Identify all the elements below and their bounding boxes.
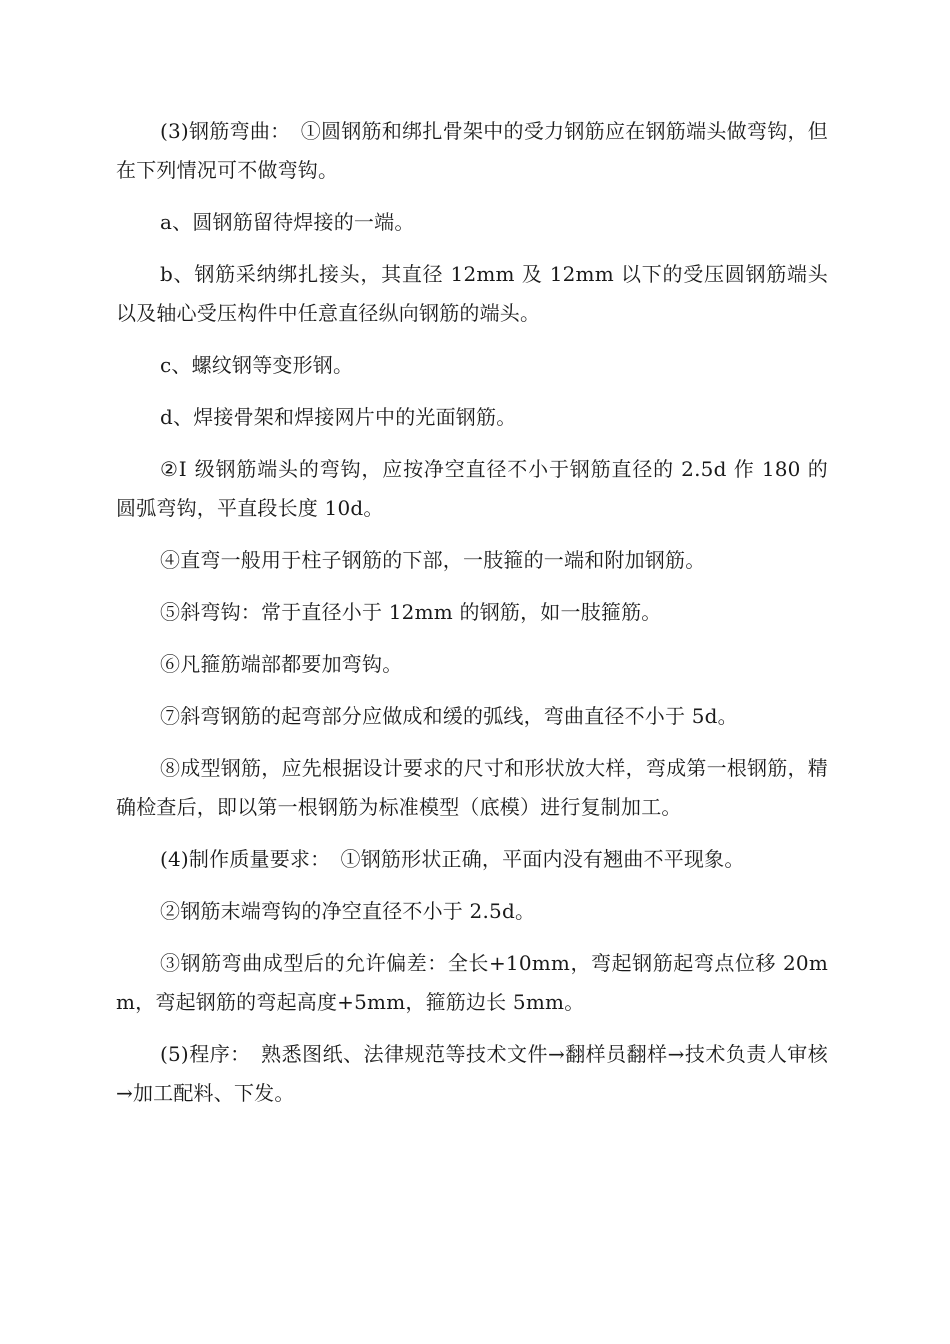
- paragraph-point-5: ⑤斜弯钩：常于直径小于 12mm 的钢筋，如一肢箍筋。: [160, 600, 662, 624]
- paragraph-point-8: ⑧成型钢筋，应先根据设计要求的尺寸和形状放大样，弯成第一根钢筋，精确检查后，即以第一根钢筋为标准模型（底模）进行复制加工。: [116, 756, 828, 819]
- paragraph-point-4: ④直弯一般用于柱子钢筋的下部，一肢箍的一端和附加钢筋。: [160, 548, 706, 572]
- paragraph-point-6: ⑥凡箍筋端部都要加弯钩。: [160, 652, 403, 676]
- paragraph-quality-point-3: ③钢筋弯曲成型后的允许偏差：全长+10mm，弯起钢筋起弯点位移 20mm，弯起钢筋的弯起高度+5mm，箍筋边长 5mm。: [116, 951, 828, 1014]
- paragraph-item-d: d、焊接骨架和焊接网片中的光面钢筋。: [160, 405, 517, 429]
- paragraph-quality-point-2: ②钢筋末端弯钩的净空直径不小于 2.5d。: [160, 899, 536, 923]
- paragraph-rebar-bending: (3)钢筋弯曲： ①圆钢筋和绑扎骨架中的受力钢筋应在钢筋端头做弯钩，但在下列情况可不做弯钩。: [116, 119, 828, 182]
- document-body: [116, 112, 828, 1126]
- paragraph-point-7: ⑦斜弯钢筋的起弯部分应做成和缓的弧线，弯曲直径不小于 5d。: [160, 704, 738, 728]
- paragraph-item-c: c、螺纹钢等变形钢。: [160, 353, 354, 377]
- paragraph-procedure: (5)程序： 熟悉图纸、法律规范等技术文件→翻样员翻样→技术负责人审核→加工配料、下发。: [116, 1042, 828, 1105]
- paragraph-quality-requirements: (4)制作质量要求： ①钢筋形状正确，平面内没有翘曲不平现象。: [160, 847, 745, 871]
- paragraph-item-b: b、钢筋采纳绑扎接头，其直径 12mm 及 12mm 以下的受压圆钢筋端头以及轴心受压构件中任意直径纵向钢筋的端头。: [116, 262, 828, 325]
- paragraph-item-a: a、圆钢筋留待焊接的一端。: [160, 210, 415, 234]
- paragraph-point-2: ②Ⅰ 级钢筋端头的弯钩，应按净空直径不小于钢筋直径的 2.5d 作 180 的圆弧弯钩，平直段长度 10d。: [116, 457, 828, 520]
